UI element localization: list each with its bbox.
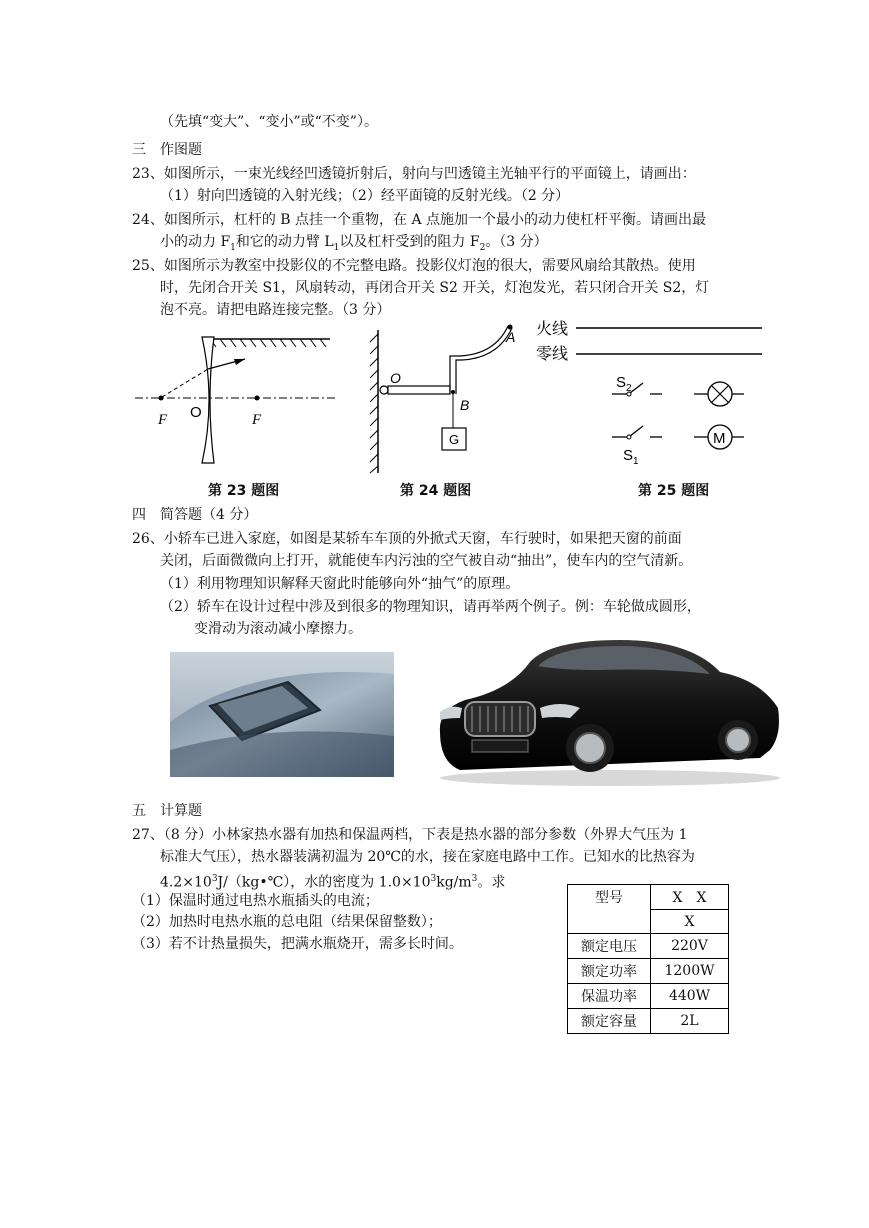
table-row — [568, 885, 729, 910]
sunroof-photo — [170, 652, 394, 777]
q27-line-2: 标准大气压），热水器装满初温为 20℃的水，接在家庭电路中工作。已知水的比热容为 — [160, 849, 695, 865]
q27-part-1: （1）保温时通过电热水瓶插头的电流； — [132, 893, 379, 909]
point-a-label: A — [506, 329, 516, 345]
top-note: （先填“变大”、“变小”或“不变”）。 — [160, 114, 378, 130]
spec-key: 型号 — [568, 885, 651, 934]
q25-line-1: 25、如图所示为教室中投影仪的不完整电路。投影仪灯泡的很大，需要风扇给其散热。使用 — [132, 258, 696, 274]
q26-line-3: （1）利用物理知识解释天窗此时能够向外“抽气”的原理。 — [160, 576, 520, 592]
spec-value: X — [651, 910, 729, 934]
spec-value: 2L — [651, 1009, 729, 1034]
q26-line-4: （2）轿车在设计过程中涉及到很多的物理知识，请再举两个例子。例：车轮做成圆形， — [160, 599, 701, 615]
spec-key: 额定功率 — [568, 959, 651, 984]
q24-line-1: 24、如图所示，杠杆的 B 点挂一个重物，在 A 点施加一个最小的动力使杠杆平衡。请画出最 — [132, 212, 707, 228]
q26-line-1: 26、小轿车已进入家庭，如图是某轿车车顶的外掀式天窗，车行驶时，如果把天窗的前面 — [132, 531, 682, 547]
figure-23-lens-diagram — [130, 325, 340, 475]
neutral-wire-label: 零线 — [536, 344, 569, 363]
section-5-heading: 五 计算题 — [132, 803, 202, 819]
car-photo — [420, 630, 790, 788]
spec-key: 额定容量 — [568, 1009, 651, 1034]
switch-s2-label: $S_2$ — [616, 374, 632, 394]
q27-line-3: $4.2\times 10^3J/(kg•℃)$，水的密度为 $1.0\times 10^3kg/m^3$。求 — [160, 874, 506, 891]
weight-g-label: G — [449, 432, 460, 447]
figure-23-caption: 第 23 题图 — [208, 483, 280, 499]
figure-25-circuit-diagram — [530, 312, 780, 477]
q24-line-2: 小的动力 $F_1$和它的动力臂 $L_1$以及杠杆受到的阻力 $F_2$。（3 分） — [160, 234, 548, 253]
q23-line-1: 23、如图所示，一束光线经凹透镜折射后，射向与凹透镜主光轴平行的平面镜上，请画出： — [132, 166, 696, 182]
focus-right-label: F — [252, 412, 262, 428]
figure-25-caption: 第 25 题图 — [638, 483, 710, 499]
spec-value: 440W — [651, 984, 729, 1009]
q23-line-2: （1）射向凹透镜的入射光线；（2）经平面镜的反射光线。（2 分） — [160, 188, 570, 204]
spec-value: 1200W — [651, 959, 729, 984]
q27-part-3: （3）若不计热量损失，把满水瓶烧开，需多长时间。 — [132, 936, 463, 952]
table-row — [568, 934, 729, 959]
q25-line-2: 时，先闭合开关 S1，风扇转动，再闭合开关 S2 开关，灯泡发光，若只闭合开关 S2，灯 — [160, 280, 710, 296]
q25-line-3: 泡不亮。请把电路连接完整。（3 分） — [160, 302, 391, 318]
table-row — [568, 984, 729, 1009]
switch-s1-label: $S_1$ — [623, 447, 639, 467]
live-wire-label: 火线 — [536, 319, 569, 338]
spec-value: 220V — [651, 934, 729, 959]
figure-24-lever-diagram — [360, 318, 530, 476]
table-row — [568, 959, 729, 984]
section-3-heading: 三 作图题 — [132, 142, 202, 158]
q26-line-2: 关闭，后面微微向上打开，就能使车内污浊的空气被自动“抽出”，使车内的空气清新。 — [160, 553, 693, 569]
spec-value: X X — [651, 885, 729, 910]
point-b-label: B — [460, 397, 470, 413]
q27-part-2: （2）加热时电热水瓶的总电阻（结果保留整数）； — [132, 914, 442, 930]
spec-key: 额定电压 — [568, 934, 651, 959]
focus-left-label: F — [158, 412, 168, 428]
spec-table — [567, 884, 729, 1034]
pivot-o-label: O — [390, 370, 401, 386]
figure-24-caption: 第 24 题图 — [400, 483, 472, 499]
optical-center-label: O — [190, 404, 202, 421]
q27-line-1: 27、（8 分）小林家热水器有加热和保温两档，下表是热水器的部分参数（外界大气压为 1 — [132, 827, 688, 843]
table-row — [568, 1009, 729, 1034]
motor-m-label: M — [713, 430, 726, 447]
spec-key: 保温功率 — [568, 984, 651, 1009]
section-4-heading: 四 简答题（4 分） — [132, 507, 258, 523]
q26-line-5: 变滑动为滚动减小摩擦力。 — [194, 621, 362, 637]
